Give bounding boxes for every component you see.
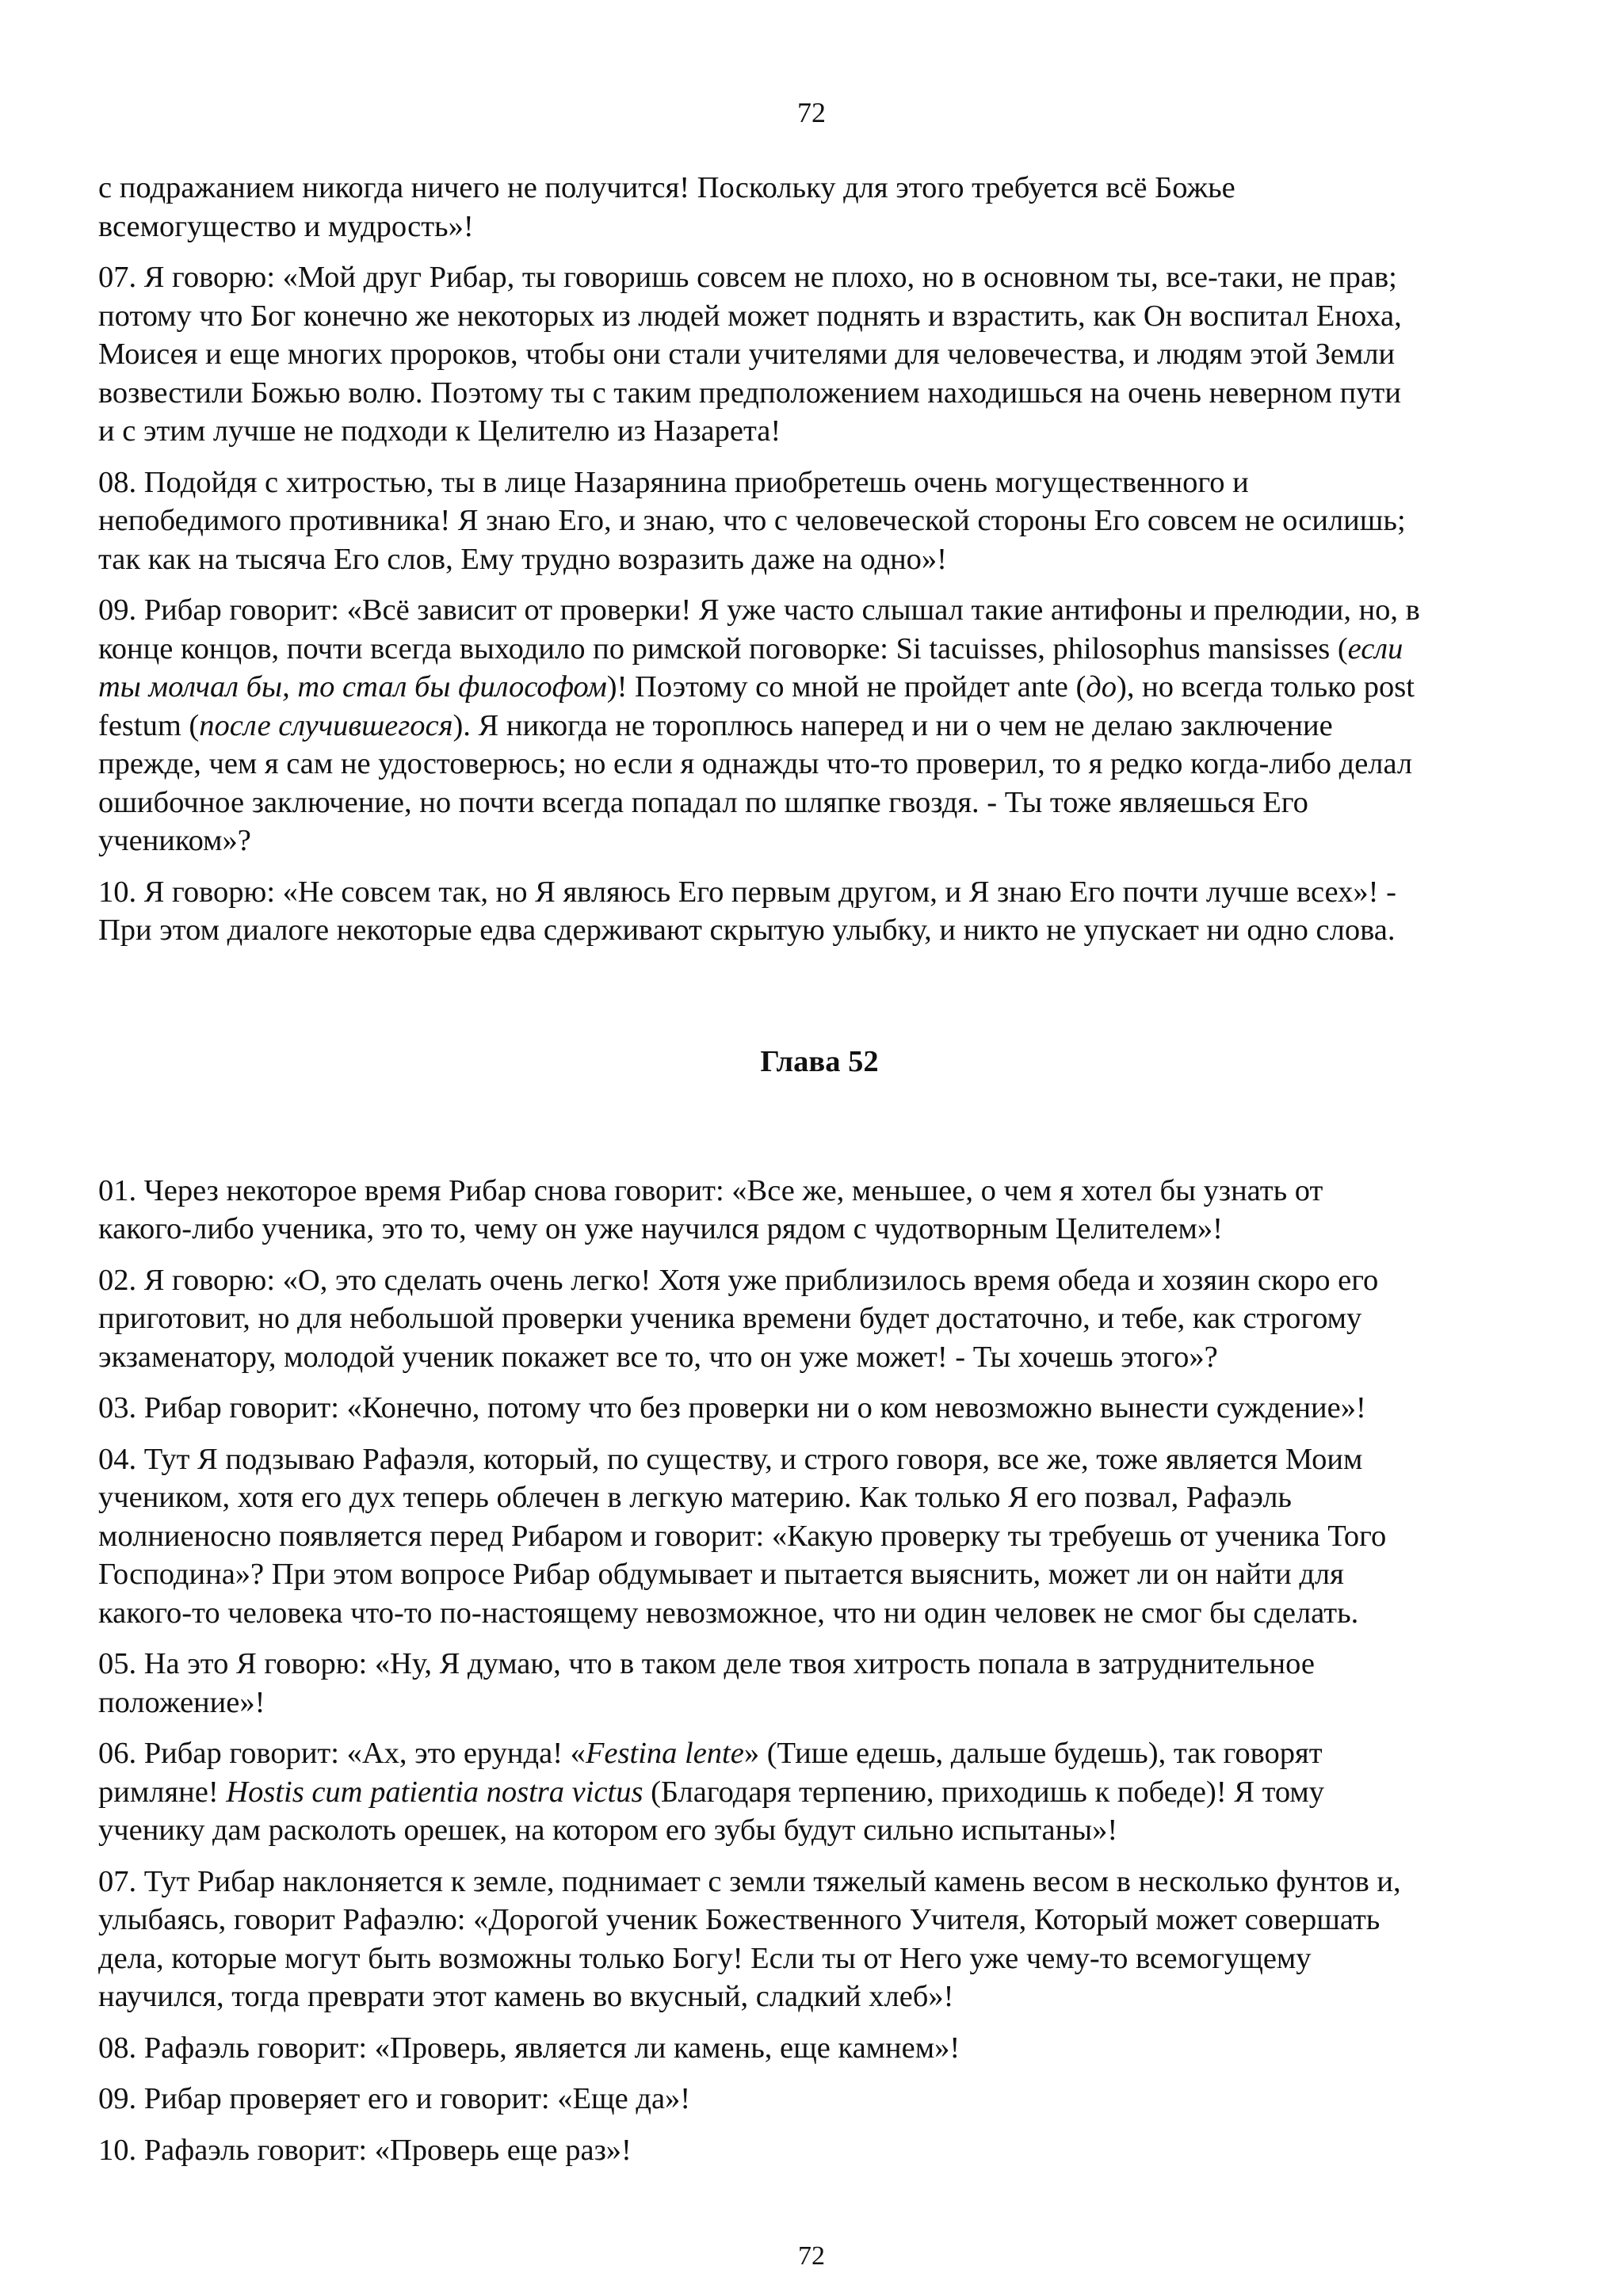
text-line: приготовит, но для небольшой проверки ученика времени будет достаточно, и тебе, как строгому — [98, 1302, 1362, 1335]
paragraph — [98, 1863, 1541, 2016]
text-line: научился, тогда преврати этот камень во вкусный, сладкий хлеб»! — [98, 1980, 954, 2013]
chapter-title: Глава 52 — [760, 1044, 879, 1078]
text-line: молниеносно появляется перед Рибаром и говорит: «Какую проверку ты требуешь от ученика Того — [98, 1519, 1387, 1553]
text-line: ты молчал бы, то стал бы философом)! Поэтому со мной не пройдет ante (до), но всегда только post — [98, 670, 1415, 704]
text-line: учеником»? — [98, 824, 251, 857]
text-line: прежде, чем я сам не удостоверюсь; но если я однажды что-то проверил, то я редко когда-либо делал — [98, 747, 1413, 780]
paragraph — [98, 1261, 1541, 1377]
text-line: римляне! Hostis cum patientia nostra victus (Благодаря терпению, приходишь к победе)! Я тому — [98, 1775, 1325, 1809]
text-line: возвестили Божью волю. Поэтому ты с таким предположением находишься на очень неверном пути — [98, 376, 1401, 410]
latin-translation: ты молчал бы, то стал бы философом — [98, 670, 607, 704]
text-line: 07. Я говорю: «Мой друг Рибар, ты говоришь совсем не плохо, но в основном ты, все-таки, не прав; — [98, 261, 1397, 294]
text-line: конце концов, почти всегда выходило по римской поговорке: Si tacuisses, philosophus mansisses (если — [98, 631, 1403, 666]
text-line: улыбаясь, говорит Рафаэлю: «Дорогой ученик Божественного Учителя, Который может совершать — [98, 1903, 1381, 1936]
text-line: 07. Тут Рибар наклоняется к земле, поднимает с земли тяжелый камень весом в несколько фунтов и, — [98, 1864, 1401, 1898]
paragraph-09 — [98, 591, 1541, 860]
text-line: непобедимого противника! Я знаю Его, и знаю, что с человеческой стороны Его совсем не осилишь; — [98, 504, 1406, 537]
paragraph — [98, 169, 1541, 246]
text-line: 09. Рибар говорит: «Всё зависит от проверки! Я уже часто слышал такие антифоны и прелюдии, но, в — [98, 593, 1420, 627]
text-line: 10. Я говорю: «Не совсем так, но Я являюсь Его первым другом, и Я знаю Его почти лучше всех»! - — [98, 875, 1396, 909]
text-line: с подражанием никогда ничего не получится! Поскольку для этого требуется всё Божье — [98, 171, 1235, 204]
paragraph-06 — [98, 1734, 1541, 1850]
text-line: экзаменатору, молодой ученик покажет все то, что он уже может! - Ты хочешь этого»? — [98, 1340, 1218, 1374]
text-line: 02. Я говорю: «О, это сделать очень легко! Хотя уже приблизилось время обеда и хозяин скоро его — [98, 1263, 1379, 1297]
page-number-top: 72 — [797, 97, 826, 128]
text-line: ошибочное заключение, но почти всегда попадал по шляпке гвоздя. - Ты тоже являешься Его — [98, 785, 1308, 819]
section-before-chapter — [98, 169, 1541, 578]
text-line: 08. Подойдя с хитростью, ты в лице Назарянина приобретешь очень могущественного и — [98, 465, 1249, 499]
paragraph — [98, 463, 1541, 579]
section-chapter-body — [98, 1172, 1541, 1722]
text-line: 04. Тут Я подзываю Рафаэля, который, по существу, и строго говоря, все же, тоже является Моим — [98, 1442, 1363, 1476]
latin-phrase: Hostis cum patientia nostra victus — [226, 1775, 643, 1809]
latin-phrase: Festina lente — [585, 1737, 744, 1770]
text-line: 03. Рибар говорит: «Конечно, потому что без проверки ни о ком невозможно вынести суждение»! — [98, 1391, 1366, 1425]
paragraph — [98, 2080, 1541, 2119]
text-line: дела, которые могут быть возможны только Богу! Если ты от Него уже чему-то всемогущему — [98, 1941, 1312, 1975]
text-line: потому что Бог конечно же некоторых из людей может поднять и взрастить, как Он воспитал Еноха, — [98, 299, 1402, 333]
text-line: 01. Через некоторое время Рибар снова говорит: «Все же, меньшее, о чем я хотел бы узнать от — [98, 1173, 1323, 1207]
text-line: положение»! — [98, 1685, 265, 1719]
paragraph — [98, 2029, 1541, 2068]
text-line: какого-то человека что-то по-настоящему невозможное, что ни один человек не смог бы сделать. — [98, 1596, 1359, 1630]
page-content — [98, 169, 1541, 2182]
page-number-bottom: 72 — [798, 2241, 825, 2271]
paragraph — [98, 1172, 1541, 1249]
text-line: 08. Рафаэль говорит: «Проверь, является ли камень, еще камнем»! — [98, 2031, 960, 2065]
text-line: festum (после случившегося). Я никогда не тороплюсь наперед и ни о чем не делаю заключение — [98, 708, 1333, 742]
latin-translation: если — [1347, 631, 1403, 666]
text-line: и с этим лучше не подходи к Целителю из Назарета! — [98, 414, 781, 448]
text-line: так как на тысяча Его слов, Ему трудно возразить даже на одно»! — [98, 542, 948, 576]
text-line: всемогущество и мудрость»! — [98, 209, 474, 243]
text-line: Господина»? При этом вопросе Рибар обдумывает и пытается выяснить, может ли он найти для — [98, 1558, 1344, 1591]
section-chapter-end — [98, 1863, 1541, 2170]
text-line: Моисея и еще многих пророков, чтобы они стали учителями для человечества, и людям этой Земли — [98, 338, 1396, 371]
text-line: 09. Рибар проверяет его и говорит: «Еще да»! — [98, 2082, 691, 2115]
text-line: 05. На это Я говорю: «Ну, Я думаю, что в таком деле твоя хитрость попала в затруднительное — [98, 1647, 1315, 1680]
paragraph — [98, 258, 1541, 451]
paragraph — [98, 1389, 1541, 1428]
paragraph — [98, 2131, 1541, 2170]
latin-translation: до — [1086, 670, 1117, 704]
latin-translation: после случившегося — [199, 708, 453, 742]
paragraph — [98, 1645, 1541, 1722]
text-line: учеником, хотя его дух теперь облечен в легкую материю. Как только Я его позвал, Рафаэль — [98, 1481, 1292, 1514]
text-line: какого-либо ученика, это то, чему он уже научился рядом с чудотворным Целителем»! — [98, 1212, 1223, 1245]
text-line: 06. Рибар говорит: «Ах, это ерунда! «Festina lente» (Тише едешь, дальше будешь), так говорят — [98, 1737, 1323, 1770]
paragraph-10 — [98, 873, 1541, 950]
paragraph — [98, 1440, 1541, 1633]
text-line: ученику дам расколоть орешек, на котором его зубы будут сильно испытаны»! — [98, 1814, 1118, 1847]
text-line: При этом диалоге некоторые едва сдерживают скрытую улыбку, и никто не упускает ни одно слова. — [98, 913, 1396, 947]
text-line: 10. Рафаэль говорит: «Проверь еще раз»! — [98, 2133, 632, 2167]
